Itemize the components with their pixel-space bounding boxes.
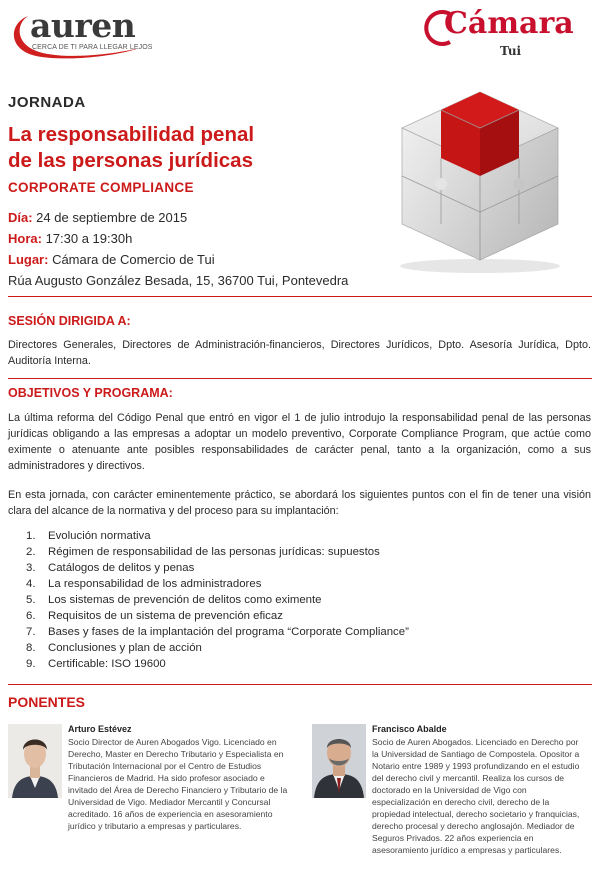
program-item: 4. La responsabilidad de los administradores xyxy=(26,578,262,590)
camara-logo xyxy=(424,4,584,64)
program-heading: OBJETIVOS Y PROGRAMA: xyxy=(8,386,173,400)
audience-text: Directores Generales, Directores de Administración-financieros, Directores Jurídicos, Dpto. Asesoría Jurídica, Dpto. Auditoría Interna. xyxy=(8,339,591,367)
time-value: 17:30 a 19:30h xyxy=(41,231,133,246)
speaker-bio: Socio Director de Auren Abogados Vigo. Licenciado en Derecho, Master en Derecho Tributario y Especialista en Tributación Internacional por el Centro de Estudios Financieros de Madrid. Ha sido profesor asociado e invitado del Área de Derecho Financiero y Tributario de la Universidad de Vigo. Mediador Mercantil y Concursal acreditado. 16 años de experiencia en asesoramiento jurídico y tributario a empresas y particulares. xyxy=(68,737,288,831)
auren-wordmark: auren xyxy=(30,6,136,45)
event-place xyxy=(8,252,215,267)
event-subtitle: CORPORATE COMPLIANCE xyxy=(8,180,194,195)
speaker-name: Arturo Estévez xyxy=(68,724,132,734)
program-item: 8. Conclusiones y plan de acción xyxy=(26,642,202,654)
place-value: Cámara de Comercio de Tui xyxy=(48,252,215,267)
program-list xyxy=(26,528,409,672)
speaker-photo-arturo xyxy=(8,724,62,798)
date-value: 24 de septiembre de 2015 xyxy=(32,210,188,225)
program-scope: En esta jornada, con carácter eminentemente práctico, se abordará los siguientes puntos con el fin de tener una visión clara del alcance de la normativa y del proceso para su implantación: xyxy=(8,489,591,517)
auren-logo xyxy=(6,6,153,58)
camara-wordmark: Cámara xyxy=(444,6,574,41)
speaker-photo-francisco xyxy=(312,724,366,798)
camara-city: Tui xyxy=(500,44,522,58)
event-date xyxy=(8,210,187,225)
program-item: 7. Bases y fases de la implantación del programa “Corporate Compliance” xyxy=(26,626,409,638)
event-time xyxy=(8,231,132,246)
event-label: JORNADA xyxy=(8,94,86,111)
speaker-bio: Socio de Auren Abogados. Licenciado en Derecho por la Universidad de Santiago de Compostela. Opositor a Notario entre 1989 y 1993 profundizando en el estudio del derecho civil y mercantil. Realiza los cursos de doctorado en la Universidad de Vigo con especialización en derecho civil, derecho de la propiedad intelectual, derecho societario y franquicias, derecho procesal y derecho anglosajón. Mediador de Seguros Privados. 22 años experiencia en asesoramiento jurídico a empresas y particulares. xyxy=(372,737,580,855)
place-label: Lugar: xyxy=(8,252,49,267)
program-item: 3. Catálogos de delitos y penas xyxy=(26,562,195,574)
date-label: Día: xyxy=(8,210,33,225)
event-title xyxy=(8,122,348,174)
program-item: 1. Evolución normativa xyxy=(26,530,151,542)
program-item: 2. Régimen de responsabilidad de las personas jurídicas: supuestos xyxy=(26,546,380,558)
program-item: 9. Certificable: ISO 19600 xyxy=(26,658,166,670)
divider-1 xyxy=(8,296,592,297)
event-address: Rúa Augusto González Besada, 15, 36700 Tui, Pontevedra xyxy=(8,273,349,288)
event-title-line1: La responsabilidad penal xyxy=(8,123,255,146)
divider-2 xyxy=(8,378,592,379)
speakers-heading: PONENTES xyxy=(8,694,86,710)
program-item: 5. Los sistemas de prevención de delitos como eximente xyxy=(26,594,322,606)
speaker-name: Francisco Abalde xyxy=(372,724,447,734)
time-label: Hora: xyxy=(8,231,42,246)
audience-heading: SESIÓN DIRIGIDA A: xyxy=(8,314,131,328)
program-item: 6. Requisitos de un sistema de prevención eficaz xyxy=(26,610,283,622)
auren-tagline: CERCA DE TI PARA LLEGAR LEJOS xyxy=(32,44,153,51)
divider-3 xyxy=(8,684,592,685)
puzzle-cube-icon xyxy=(380,74,580,274)
program-intro: La última reforma del Código Penal que entró en vigor el 1 de julio introdujo la responsabilidad penal de las personas jurídicas obligando a las empresas a adoptar un modelo preventivo, Corporate Compliance Program, que actúe como eximente o atenuante ante posibles responsabilidades de carácter penal, tanto a la organización, como a sus administradores y directivos. xyxy=(8,412,591,472)
event-title-line2: de las personas jurídicas xyxy=(8,149,253,172)
